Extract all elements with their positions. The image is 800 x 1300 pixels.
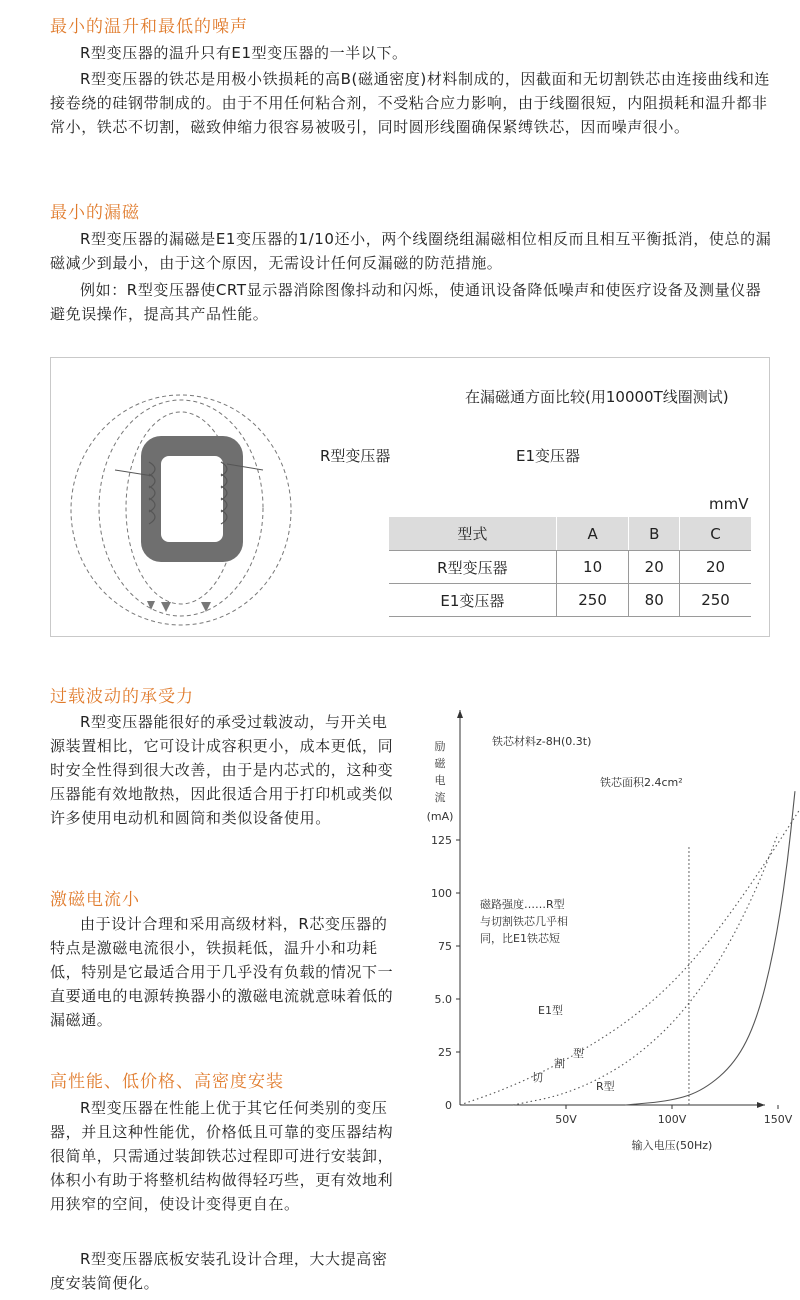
x-tick-label: 150V: [763, 1113, 793, 1126]
excitation-current-chart: [410, 700, 793, 1170]
series-line-2: [625, 791, 795, 1105]
section-title-excitation: 激磁电流小: [50, 890, 140, 910]
y-axis-label-char: 磁: [434, 757, 446, 770]
comparison-caption: 在漏磁通方面比较(用10000T线圈测试): [465, 388, 729, 406]
paragraph: R型变压器的温升只有E1型变压器的一半以下。: [80, 44, 408, 62]
paragraph: R型变压器的铁芯是用极小铁损耗的高B(磁通密度)材料制成的，因截面和无切割铁芯由连接曲线和连接卷绕的硅钢带制成的。由于不用任何粘合剂，不受粘合应力影响，由于线圈很短，内阻损耗和温升都非常小，铁芯不切割，磁致伸缩力很容易被吸引，同时圆形线圈确保紧缚铁芯，因而噪声很小。: [50, 70, 771, 136]
header-type: 型式: [389, 517, 556, 551]
label-e1-type: E1变压器: [516, 447, 581, 465]
curve-label-cut: 型: [573, 1047, 584, 1060]
table-cell: 20: [680, 551, 751, 584]
paragraph: R型变压器底板安装孔设计合理，大大提高密度安装简便化。: [50, 1250, 388, 1292]
section-title-leakage: 最小的漏磁: [50, 203, 140, 223]
y-axis-label-char: 流: [434, 791, 446, 804]
chart-title: 铁芯材料z-8H(0.3t): [492, 735, 592, 748]
curve-label-e1: E1型: [538, 1004, 563, 1017]
header-c: C: [680, 517, 751, 551]
leakage-comparison-box: [50, 357, 770, 637]
paragraph: R型变压器能很好的承受过载波动，与开关电源装置相比，它可设计成容积更小，成本更低，同时安全性得到很大改善，由于是内芯式的，这种变压器能有效地散热，因此很适合用于打印机或类似许多使用电动机和圆筒和类似设备使用。: [50, 713, 394, 827]
y-axis-arrow-icon: [457, 710, 463, 718]
series-line-0: [460, 810, 799, 1105]
curve-label-cut: 切: [532, 1071, 543, 1084]
curve-label-r: R型: [596, 1080, 615, 1093]
paragraph: R型变压器在性能上优于其它任何类别的变压器，并且这种性能优，价格低且可靠的变压器结构很简单，只需通过装卸铁芯过程即可进行安装卸，体积小有助于将整机结构做得轻巧些，更有效地利用狭窄的空间，使设计变得更自在。: [50, 1099, 394, 1213]
x-tick-label: 50V: [555, 1113, 577, 1126]
x-axis-arrow-icon: [757, 1102, 765, 1108]
transformer-diagram: [51, 358, 281, 636]
chart-subtitle: 铁芯面积2.4cm²: [600, 776, 683, 789]
table-cell: E1变压器: [389, 584, 556, 617]
header-a: A: [556, 517, 629, 551]
y-tick-label: 125: [431, 834, 452, 847]
y-tick-label: 5.0: [434, 993, 452, 1006]
y-axis-unit: (mA): [426, 810, 454, 823]
section-title-performance: 高性能、低价格、高密度安装: [50, 1072, 284, 1092]
table-cell: 10: [556, 551, 629, 584]
y-axis-label-char: 励: [434, 740, 446, 753]
leakage-table: [389, 517, 751, 617]
paragraph: R型变压器的漏磁是E1变压器的1/10还小，两个线圈绕组漏磁相位相反而且相互平衡抵消，使总的漏磁减少到最小，由于这个原因，无需设计任何反漏磁的防范措施。: [50, 230, 772, 272]
table-cell: 20: [629, 551, 680, 584]
section-title-temperature: 最小的温升和最低的噪声: [50, 17, 248, 37]
unit-label: mmV: [709, 495, 749, 513]
annotation-text: 磁路强度……R型: [480, 898, 565, 911]
y-tick-label: 100: [431, 887, 452, 900]
y-tick-label: 0: [445, 1099, 452, 1112]
header-b: B: [629, 517, 680, 551]
paragraph: 例如：R型变压器使CRT显示器消除图像抖动和闪烁，使通讯设备降低噪声和使医疗设备及测量仪器避免误操作，提高其产品性能。: [50, 281, 762, 323]
annotation-text: 与切割铁芯几乎相: [480, 915, 568, 928]
y-tick-label: 75: [438, 940, 452, 953]
y-axis-label-char: 电: [434, 774, 446, 787]
y-tick-label: 25: [438, 1046, 452, 1059]
x-tick-label: 100V: [657, 1113, 687, 1126]
table-header-row: [389, 517, 751, 551]
paragraph: 由于设计合理和采用高级材料，R芯变压器的特点是激磁电流很小，铁损耗低，温升小和功耗低，特别是它最适合用于几乎没有负载的情况下一直要通电的电源转换器小的激磁电流就意味着低的漏磁通。: [50, 915, 394, 1029]
table-cell: 250: [556, 584, 629, 617]
table-row: [389, 551, 751, 584]
table-cell: R型变压器: [389, 551, 556, 584]
table-cell: 250: [680, 584, 751, 617]
series-line-1: [513, 834, 778, 1105]
section-title-overload: 过载波动的承受力: [50, 687, 194, 707]
table-row: [389, 584, 751, 617]
curve-label-cut: 割: [554, 1057, 565, 1070]
label-r-type: R型变压器: [320, 447, 391, 465]
table-cell: 80: [629, 584, 680, 617]
x-axis-label: 输入电压(50Hz): [631, 1139, 713, 1152]
annotation-text: 同，比E1铁芯短: [480, 932, 560, 945]
